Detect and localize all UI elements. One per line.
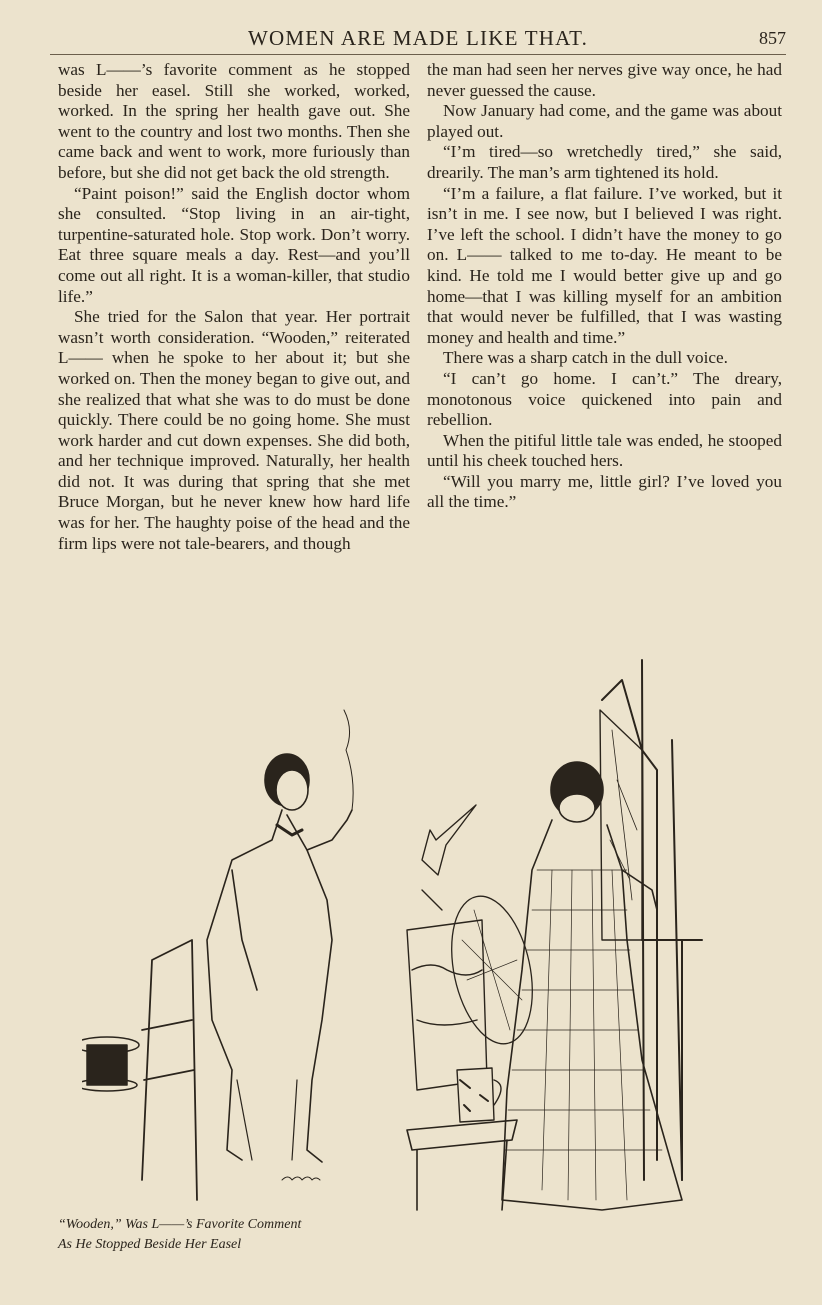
page-title: WOMEN ARE MADE LIKE THAT.	[247, 26, 589, 50]
paragraph: “I can’t go home. I can’t.” The dreary, monotonous voice quickened into pain and rebellion.	[427, 368, 782, 430]
running-header	[50, 20, 786, 55]
caption-line: “Wooden,” Was L——’s Favorite Comment	[58, 1217, 302, 1232]
paragraph: Now January had come, and the game was about played out.	[427, 101, 782, 141]
man-figure	[207, 710, 353, 1162]
stool	[407, 1120, 517, 1210]
chair	[142, 940, 197, 1200]
page-number: 857	[759, 28, 786, 48]
palette	[439, 889, 545, 1052]
top-hat-icon	[82, 1037, 139, 1091]
paragraph: the man had seen her nerves give way once, he had never guessed the cause.	[427, 60, 782, 100]
paragraph: “Paint poison!” said the English doctor whom she consulted. “Stop living in an air-tight, turpentine-saturated hole. Stop work. Don’t worry. Eat three square meals a day. Rest—and you’ll come out all right. It is a woman-killer, that studio life.”	[58, 183, 410, 306]
caption-line: As He Stopped Beside Her Easel	[58, 1237, 242, 1252]
paragraph: “I’m tired—so wretchedly tired,” she said, drearily. The man’s arm tightened its hold.	[427, 142, 782, 182]
paragraph: was L——’s favorite comment as he stopped beside her easel. Still she worked, worked, worked. In the spring her health gave out. She went to the country and lost two months. Then she came back and went to work, more furiously than before, but she did not get back the old strength.	[58, 60, 410, 182]
paragraph: “Will you marry me, little girl? I’ve loved you all the time.”	[427, 471, 782, 512]
easel	[600, 660, 702, 1180]
paragraph: She tried for the Salon that year. Her portrait wasn’t worth consideration. “Wooden,” reiterated L—— when he spoke to her about it; but she worked on. Then the money began to give out, and she realized that what she was to do must be done quickly. There could be no going home. She must work harder and cut down expenses. She did both, and her technique improved. Naturally, her health did not. It was during that spring that she met Bruce Morgan, but he never knew how hard life was for her. The haughty poise of the head and the firm lips were not tale-bearers, and though	[58, 307, 410, 553]
pen-and-ink-illustration	[82, 640, 782, 1250]
artist-signature	[282, 1177, 320, 1180]
cabinet	[407, 805, 487, 1090]
woman-figure	[502, 762, 682, 1210]
paragraph: “I’m a failure, a flat failure. I’ve worked, but it isn’t in me. I see now, but I believed I was right. I’ve left the school. I didn’t have the money to go on. L—— talked to me to-day. He meant to be kind. He told me I would better give up and go home—that I was killing myself for an ambition that would never be fulfilled, that I was wasting money and health and time.”	[427, 183, 782, 347]
jug-icon	[457, 1068, 501, 1122]
paragraph: There was a sharp catch in the dull voice.	[443, 348, 728, 368]
right-text-column	[427, 60, 782, 513]
left-text-column	[58, 60, 410, 554]
illustration-caption	[58, 1215, 418, 1255]
paragraph: When the pitiful little tale was ended, he stooped until his cheek touched hers.	[427, 430, 782, 471]
